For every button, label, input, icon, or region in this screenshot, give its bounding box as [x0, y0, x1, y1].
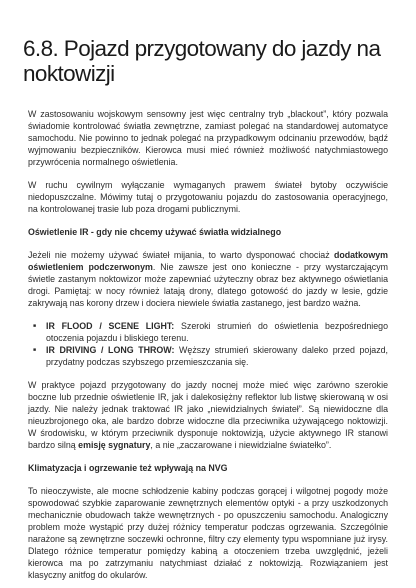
- paragraph-text: W praktyce pojazd przygotowany do jazdy nocnej może mieć więc zarówno szerokie boczne lub przednie oświetlenie IR, jak i dalekosiężny reflektor lub listwę skierowaną w osi jazdy. Nie należy jednak traktować IR jako „niewidzialnych świateł”. Są niewidoczne dla nieuzbrojonego oka, ale bardzo dobrze widoczne dla przeciwnika używającego noktowizji. W środowisku, w którym przeciwnik dysponuje noktowizją, użycie aktywnego IR stanowi bardzo silną: [28, 380, 388, 450]
- section-heading-climate: Klimatyzacja i ogrzewanie też wpływają na NVG: [28, 463, 228, 473]
- list-item: [28, 344, 388, 368]
- paragraph-text: , a nie „zaczarowane i niewidzialne światełko”.: [150, 440, 332, 450]
- paragraph-text: . Nie zawsze jest ono konieczne - przy wystarczającym świetle zastanym noktowizor może zapewniać użyteczny obraz bez aktywnego oświetlania drogi. Pamiętaj: w nocy również latają drony, dlatego gotowość do jazdy w lesie, gdzie zakrywają nas korony drzew i dociera niewiele światła zastanego, jest bardzo ważna.: [28, 262, 388, 308]
- page-title: 6.8. Pojazd przygotowany do jazdy na noktowizji: [23, 36, 381, 86]
- list-item-label: IR DRIVING / LONG THROW:: [46, 345, 175, 355]
- paragraph-blackout: W zastosowaniu wojskowym sensowny jest więc centralny tryb „blackout”, który pozwala świadomie kontrolować światła zewnętrzne, zamiast polegać na standardowej automatyce samochodu. Nie powinno to jednak polegać na przypadkowym odcinaniu przewodów, bądź wyjmowaniu bezpieczników. Kierowca musi mieć również możliwość natychmiastowego przywrócenia normalnego oświetlenia.: [28, 109, 388, 167]
- paragraph-climate: To nieoczywiste, ale mocne schłodzenie kabiny podczas gorącej i wilgotnej pogody może spowodować szybkie zaparowanie zewnętrznych elementów optyki - a przy uszkodzonych mechanicznie obudowach także wewnętrznych - po opuszczeniu samochodu. Analogiczny problem może wystąpić przy dużej różnicy temperatur podczas ogrzewania. Szczególnie narażone są zewnętrzne soczewki ochronne, filtry czy elementy typu wspomniane już irysy. Dlatego różnice temperatur pomiędzy kabiną a otoczeniem trzeba uwzględnić, jeżeli kierowca ma po zatrzymaniu natychmiast działać z noktowizją. Rozwiązaniem jest klasyczny anitfog do okularów.: [28, 486, 388, 580]
- emphasis-text: dodatkowym oświetleniem podczerwonym: [28, 250, 388, 272]
- emphasis-text: emisję sygnatury: [78, 440, 151, 450]
- list-item-text: Węższy strumień skierowany daleko przed pojazd, przydatny podczas szybszego przemieszczania się.: [46, 345, 389, 367]
- ir-bullet-list: [28, 320, 388, 368]
- list-item-label: IR FLOOD / SCENE LIGHT:: [46, 321, 175, 331]
- paragraph-ir-practice: [28, 379, 388, 451]
- list-item-text: Szeroki strumień do oświetlenia bezpośredniego otoczenia pojazdu i bliskiego terenu.: [46, 321, 388, 343]
- section-heading-ir: Oświetlenie IR - gdy nie chcemy używać światła widzialnego: [28, 227, 282, 237]
- list-item: [28, 320, 388, 344]
- paragraph-civil-traffic: W ruchu cywilnym wyłączanie wymaganych prawem świateł bytoby oczywiście niedopuszczalne. Mówimy tutaj o przygotowaniu pojazdu do zastosowania operacyjnego, na kontrolowanej trasie lub poza drogami publicznymi.: [28, 180, 388, 214]
- paragraph-ir-lighting: [28, 249, 388, 309]
- paragraph-text: Jeżeli nie możemy używać świateł mijania, to warto dysponować chociaż: [28, 250, 334, 260]
